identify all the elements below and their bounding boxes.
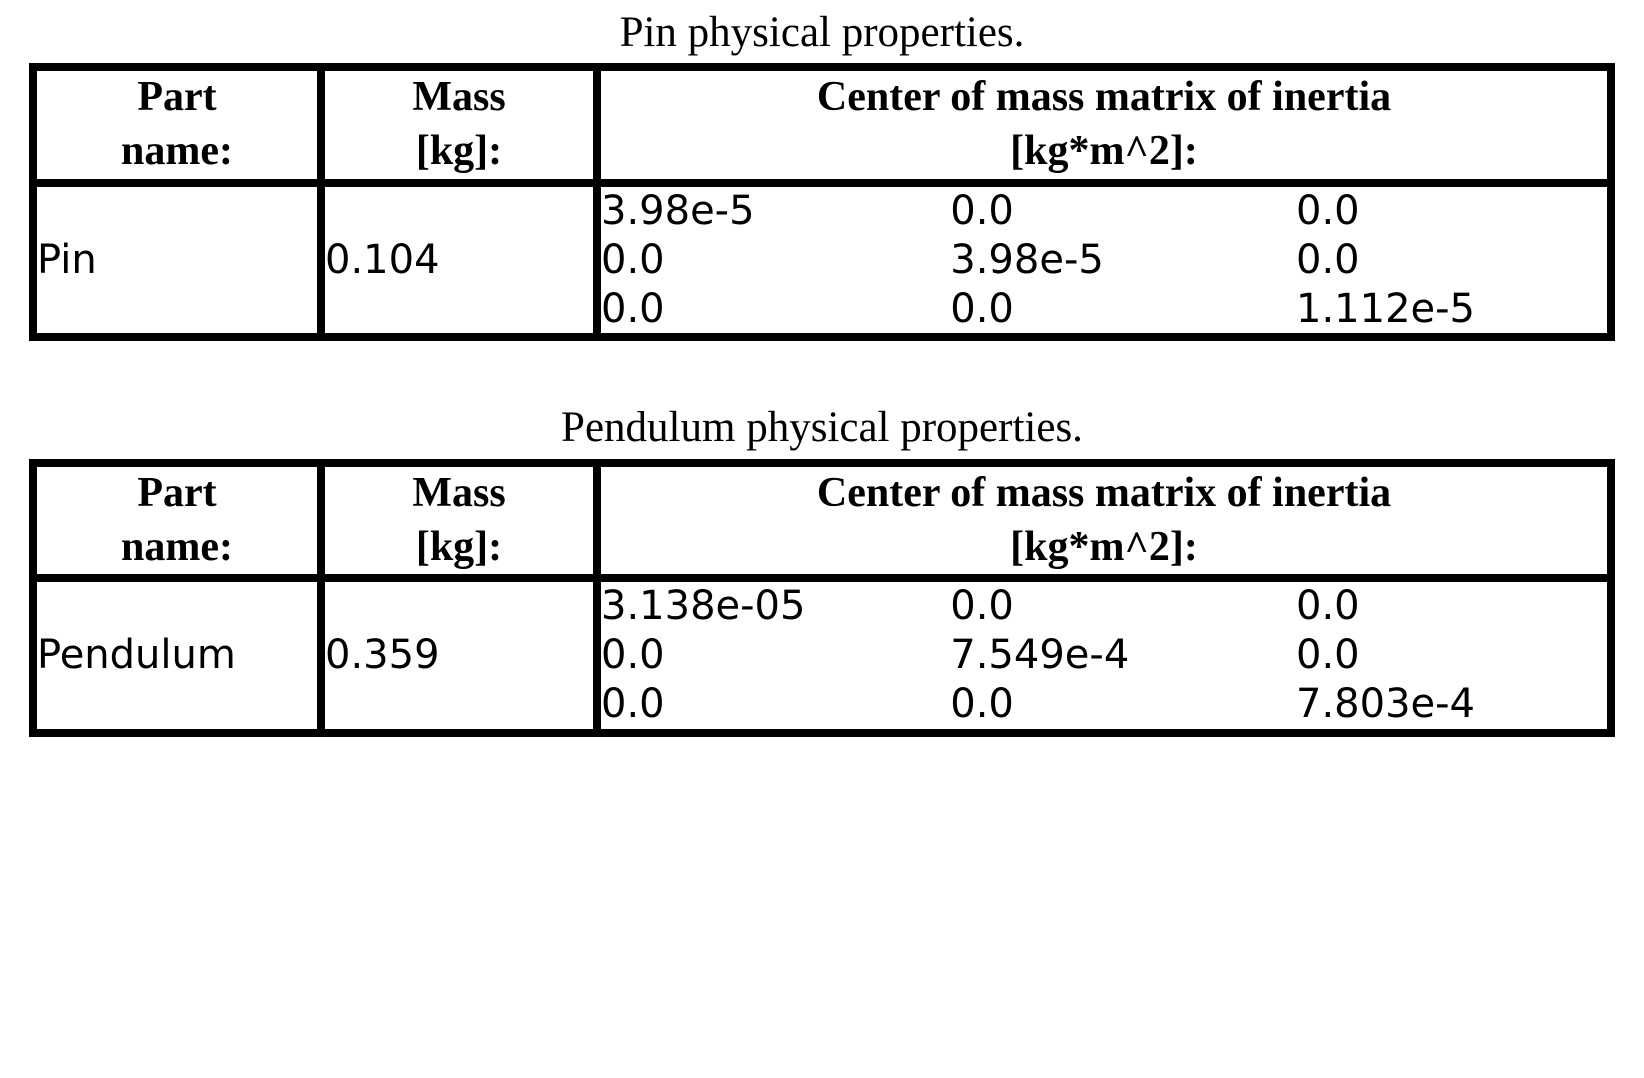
header-inertia-line1: Center of mass matrix of inertia — [816, 74, 1392, 121]
matrix-cell-2-0: 0.0 — [601, 680, 906, 729]
header-mass-line2: [kg]: — [415, 128, 503, 175]
matrix-cell-2-2: 1.112e-5 — [1252, 285, 1607, 334]
table-caption: Pin physical properties. — [619, 9, 1025, 56]
header-mass-line1: Mass — [412, 469, 506, 516]
matrix-cell-1-1: 3.98e-5 — [906, 236, 1252, 285]
cell-mass: 0.359 — [321, 578, 597, 732]
inertia-matrix — [601, 187, 1607, 333]
table-block-pendulum — [0, 363, 1644, 736]
header-part-name — [33, 463, 321, 579]
block-spacer — [0, 341, 1644, 363]
table-header-row — [33, 463, 1611, 579]
matrix-cell-0-1: 0.0 — [906, 187, 1252, 236]
matrix-cell-2-1: 0.0 — [906, 285, 1252, 334]
header-mass — [321, 463, 597, 579]
table-row — [33, 578, 1611, 732]
header-mass-line2: [kg]: — [415, 523, 503, 570]
header-inertia-line2: [kg*m^2]: — [1010, 128, 1198, 175]
matrix-cell-2-1: 0.0 — [906, 680, 1252, 729]
matrix-row — [601, 582, 1607, 631]
header-part-name-line2: name: — [121, 523, 233, 570]
header-mass-line1: Mass — [412, 74, 506, 121]
header-inertia — [597, 463, 1611, 579]
cell-part-name: Pendulum — [33, 578, 321, 732]
header-mass — [321, 67, 597, 183]
cell-mass: 0.104 — [321, 183, 597, 337]
header-inertia-line1: Center of mass matrix of inertia — [816, 469, 1392, 516]
matrix-cell-2-0: 0.0 — [601, 285, 906, 334]
header-part-name-line2: name: — [121, 128, 233, 175]
properties-table — [29, 63, 1615, 341]
table-block-pin — [0, 0, 1644, 341]
matrix-cell-1-0: 0.0 — [601, 631, 906, 680]
matrix-cell-2-2: 7.803e-4 — [1252, 680, 1607, 729]
cell-inertia-matrix — [597, 183, 1611, 337]
matrix-row — [601, 236, 1607, 285]
table-header-row — [33, 67, 1611, 183]
table-caption: Pendulum physical properties. — [561, 404, 1083, 452]
header-part-name — [33, 67, 321, 183]
matrix-row — [601, 285, 1607, 334]
matrix-cell-0-2: 0.0 — [1252, 582, 1607, 631]
header-inertia-line2: [kg*m^2]: — [1010, 523, 1198, 570]
matrix-cell-0-2: 0.0 — [1252, 187, 1607, 236]
matrix-cell-0-1: 0.0 — [906, 582, 1252, 631]
properties-table — [29, 459, 1615, 737]
header-part-name-line1: Part — [137, 74, 217, 121]
header-inertia — [597, 67, 1611, 183]
matrix-row — [601, 631, 1607, 680]
cell-part-name: Pin — [33, 183, 321, 337]
matrix-cell-1-2: 0.0 — [1252, 236, 1607, 285]
matrix-cell-0-0: 3.98e-5 — [601, 187, 906, 236]
matrix-cell-1-1: 7.549e-4 — [906, 631, 1252, 680]
matrix-cell-1-0: 0.0 — [601, 236, 906, 285]
header-part-name-line1: Part — [137, 469, 217, 516]
matrix-row — [601, 680, 1607, 729]
matrix-cell-0-0: 3.138e-05 — [601, 582, 906, 631]
matrix-cell-1-2: 0.0 — [1252, 631, 1607, 680]
table-row — [33, 183, 1611, 337]
matrix-row — [601, 187, 1607, 236]
inertia-matrix — [601, 582, 1607, 728]
cell-inertia-matrix — [597, 578, 1611, 732]
